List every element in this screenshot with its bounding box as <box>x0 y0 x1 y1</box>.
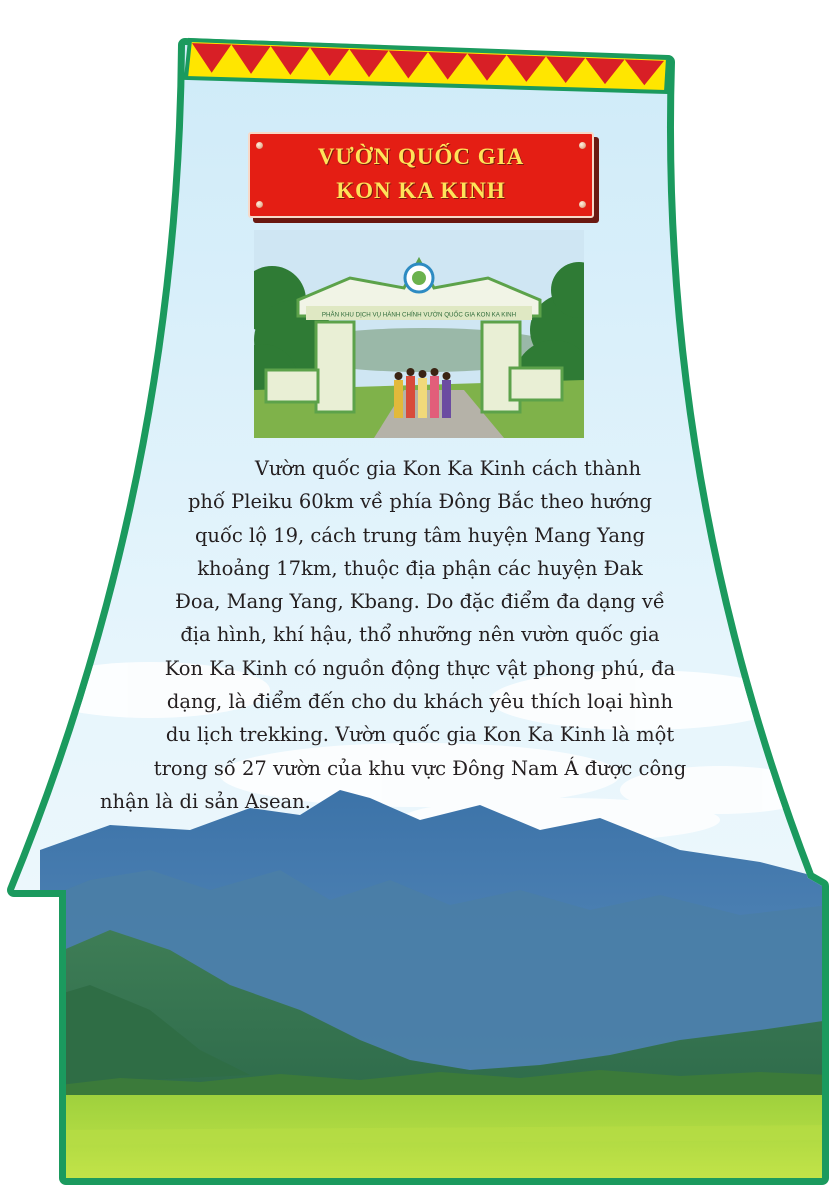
article-line: quốc lộ 19, cách trung tâm huyện Mang Yang <box>194 523 646 547</box>
title-line-2: KON KA KINH <box>336 178 506 203</box>
article-line: khoảng 17km, thuộc địa phận các huyện Đak <box>197 556 643 580</box>
article-line: dạng, là điểm đến cho du khách yêu thích loại hình <box>166 690 674 714</box>
park-gate-photo <box>254 230 584 438</box>
article-line: trong số 27 vườn của khu vực Đông Nam Á được công <box>153 756 687 780</box>
article-line: Kon Ka Kinh có nguồn động thực vật phong phú, đa <box>164 656 676 680</box>
article-body <box>100 452 740 818</box>
article-line: Vườn quốc gia Kon Ka Kinh cách thành <box>254 457 642 480</box>
article-line: phố Pleiku 60km về phía Đông Bắc theo hướng <box>187 490 653 514</box>
title-plate <box>248 132 594 218</box>
gate-sign-text: PHÂN KHU DỊCH VỤ HÀNH CHÍNH VƯỜN QUỐC GIA KON KA KINH <box>321 311 517 319</box>
article-line: nhận là di sản Asean. <box>100 789 311 813</box>
title-line-1: VƯỜN QUỐC GIA <box>317 144 525 169</box>
article-line: du lịch trekking. Vườn quốc gia Kon Ka Kinh là một <box>165 723 675 747</box>
article-line: địa hình, khí hậu, thổ nhưỡng nên vườn quốc gia <box>180 623 660 647</box>
article-line: Đoa, Mang Yang, Kbang. Do đặc điểm đa dạng về <box>175 590 665 614</box>
